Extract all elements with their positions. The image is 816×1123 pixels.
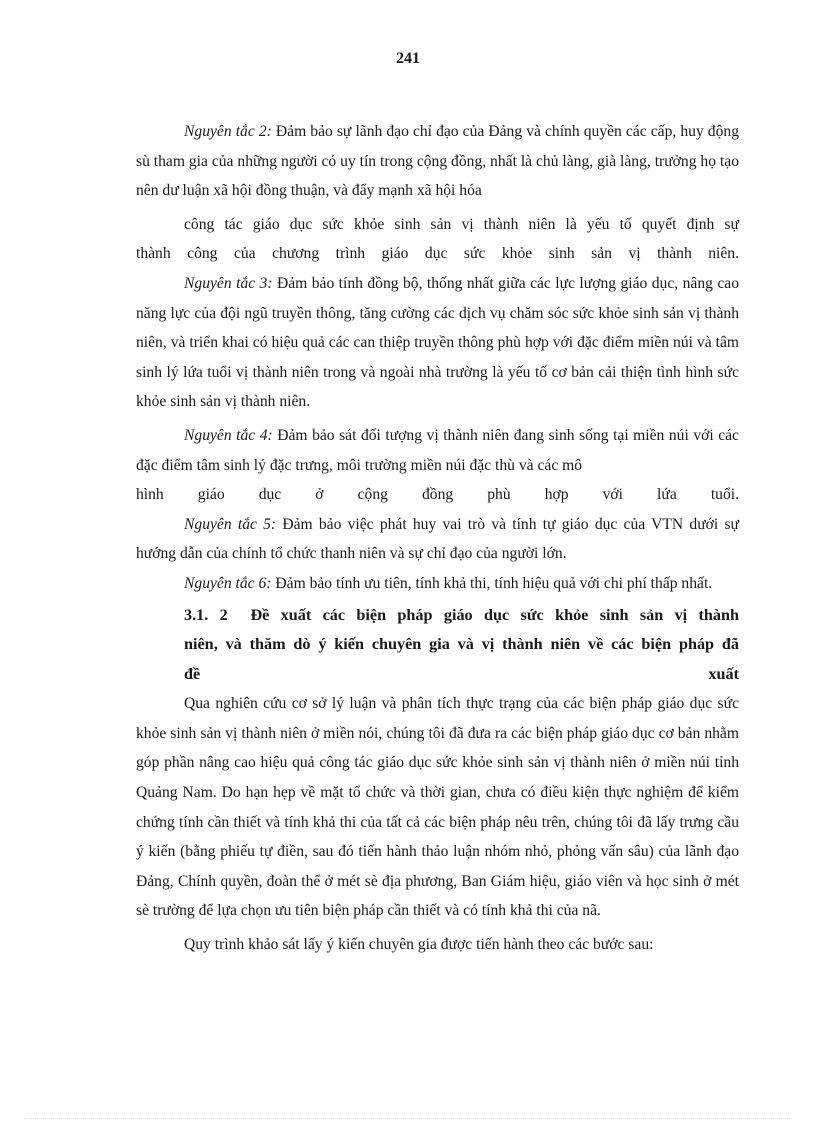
- section-title-line2: niên, và thăm dò ý kiến chuyên gia và vị thành niên về các biện pháp đã: [184, 635, 739, 654]
- principle-3-text: Đảm bảo tính đồng bộ, thống nhất giữa các lực lượng giáo dục, nâng cao năng lực của đội ngũ truyền thông, tăng cường các dịch vụ chăm sóc sức khỏe sinh sản vị thành niên, và triển khai có hiệu quả các can thiệp truyền thông phù hợp với đặc điểm miền núi và tâm sinh lý lứa tuổi vị thành niên trong và ngoài nhà trường là yếu tố cơ bản cải thiện tình hình sức khỏe sinh sản vị thành niên.: [136, 274, 739, 411]
- footer-divider: [24, 1118, 792, 1119]
- principle-6-text: Đảm bảo tính ưu tiên, tính khả thi, tính hiệu quả với chi phí thấp nhất.: [271, 574, 713, 592]
- paragraph-principle-3: [136, 269, 739, 417]
- section-heading: [136, 601, 739, 631]
- paragraph-principle-2-end: thành công của chương trình giáo dục sức khỏe sinh sản vị thành niên.: [136, 245, 739, 263]
- principle-4-text: Đảm bảo sát đối tượng vị thành niên đang sinh sống tại miền núi với các đặc điểm tâm sinh lý đặc trưng, môi trường miền núi đặc thù và các mô: [136, 426, 739, 474]
- principle-6-label: Nguyên tắc 6:: [184, 574, 272, 592]
- document-body: [136, 117, 739, 960]
- paragraph-principle-2: [136, 117, 739, 206]
- principle-5-text: Đảm bảo việc phát huy vai trò và tính tự giáo dục của VTN dưới sự hướng dẫn của chính tổ chức thanh niên và sự chỉ đạo của người lớn.: [136, 515, 739, 563]
- paragraph-research: Qua nghiên cứu cơ sở lý luận và phân tích thực trạng của các biện pháp giáo dục sức khỏe sinh sản vị thành niên ở miền nói, chúng tôi đã đưa ra các biện pháp giáo dục cơ bản nhằm góp phần nâng cao hiệu quả công tác giáo dục sức khỏe sinh sản vị thành niên ở miền núi tỉnh Quảng Nam. Do hạn hẹp về mặt tổ chức và thời gian, chưa có điều kiện thực nghiệm để kiểm chứng tính cần thiết và tính khả thi của tất cả các biện pháp nêu trên, chúng tôi đã lấy trưng cầu ý kiến (bằng phiếu tự điền, sau đó tiến hành thảo luận nhóm nhỏ, phỏng vấn sâu) của lãnh đạo Đảng, Chính quyền, đoàn thể ở mét sè địa phương, Ban Giám hiệu, giáo viên và học sinh ở mét sè trường để lựa chọn ưu tiên biện pháp cần thiết và có tính khả thi của nã.: [136, 695, 739, 920]
- paragraph-principle-4: [136, 421, 739, 480]
- principle-4-label: Nguyên tắc 4:: [184, 426, 273, 444]
- principle-2-text: Đảm bảo sự lãnh đạo chỉ đạo của Đảng và chính quyền các cấp, huy động sù tham gia của những người có uy tín trong cộng đồng, nhất là chủ làng, già làng, trưởng họ tạo nên dư luận xã hội đồng thuận, và đẩy mạnh xã hội hóa: [136, 123, 739, 200]
- paragraph-procedure: Quy trình khảo sát lấy ý kiến chuyên gia được tiến hành theo các bước sau:: [184, 936, 654, 954]
- section-number: 3.1. 2: [184, 605, 228, 624]
- principle-3-label: Nguyên tắc 3:: [184, 274, 273, 292]
- principle-5-label: Nguyên tắc 5:: [184, 515, 277, 533]
- section-title-line1: Đề xuất các biện pháp giáo dục sức khỏe sinh sản vị thành: [250, 605, 740, 624]
- paragraph-principle-2-cont: công tác giáo dục sức khỏe sinh sản vị thành niên là yếu tố quyết định sự: [184, 215, 739, 233]
- paragraph-principle-5: [136, 510, 739, 569]
- paragraph-principle-4-end: hình giáo dục ở cộng đồng phù hợp với lứa tuổi.: [136, 486, 739, 504]
- section-title-line3: đề xuất: [184, 664, 739, 683]
- page-number: 241: [396, 50, 420, 67]
- principle-2-label: Nguyên tắc 2:: [184, 123, 272, 140]
- paragraph-principle-6: [136, 569, 739, 599]
